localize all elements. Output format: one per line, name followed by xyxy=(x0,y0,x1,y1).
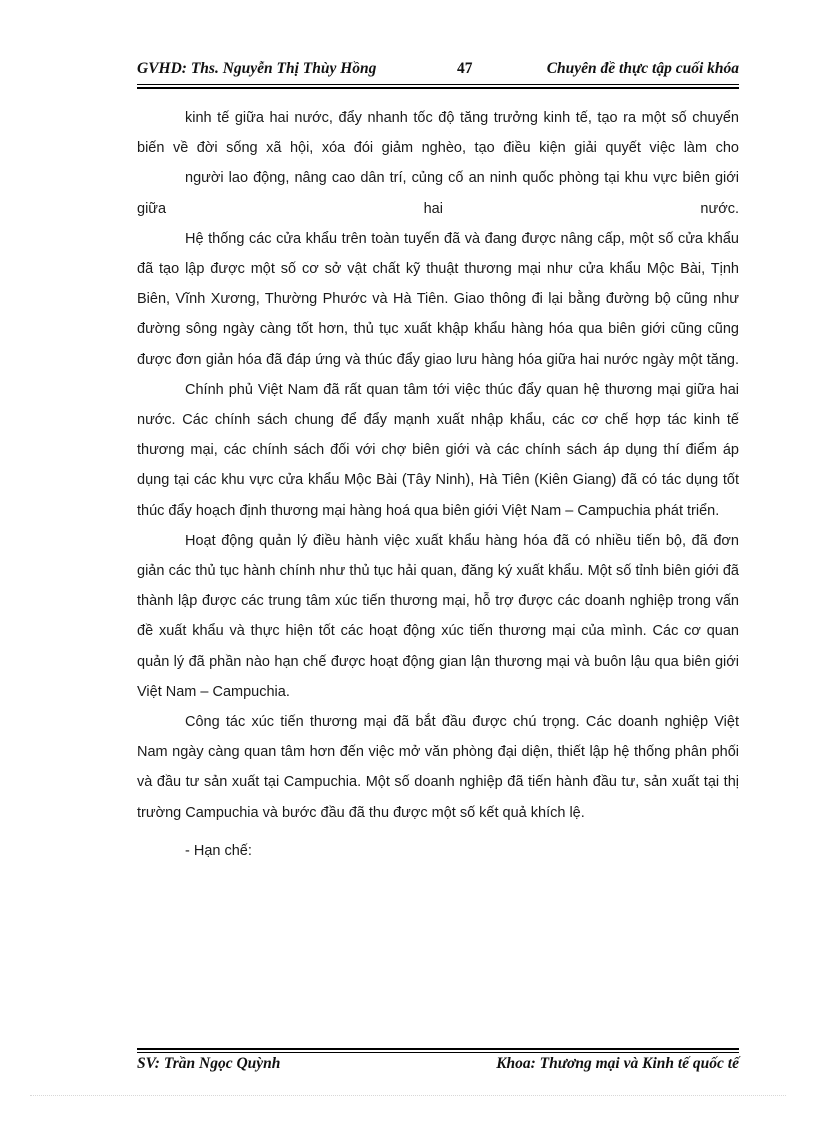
document-body xyxy=(137,103,739,866)
paragraph-1: kinh tế giữa hai nước, đẩy nhanh tốc độ tăng trưởng kinh tế, tạo ra một số chuyển biến về đời sống xã hội, xóa đói giảm nghèo, tạo điều kiện giải quyết việc làm cho xyxy=(137,110,739,157)
page-footer xyxy=(137,1055,739,1079)
page-edge-dotted-line xyxy=(30,1095,786,1096)
header-advisor: GVHD: Ths. Nguyễn Thị Thùy Hồng xyxy=(137,60,377,77)
paragraph-7: - Hạn chế: xyxy=(185,842,252,859)
header-rule xyxy=(137,84,739,89)
footer-faculty: Khoa: Thương mại và Kinh tế quốc tế xyxy=(496,1055,739,1072)
paragraph-6: Công tác xúc tiến thương mại đã bắt đầu được chú trọng. Các doanh nghiệp Việt Nam ngày càng quan tâm hơn đến việc mở văn phòng đại diện, thiết lập hệ thống phân phối và đầu tư sản xuất tại Campuchia. Một số doanh nghiệp đã tiến hành đầu tư, sản xuất tại thị trường Campuchia và bước đầu đã thu được một số kết quả khích lệ. xyxy=(137,714,739,821)
paragraph-4: Chính phủ Việt Nam đã rất quan tâm tới việc thúc đẩy quan hệ thương mại giữa hai nước. Các chính sách chung để đẩy mạnh xuất nhập khẩu, các cơ chế hợp tác kinh tế thương mại, các chính sách đối với chợ biên giới và các chính sách áp dụng thí điểm áp dụng tại các khu vực cửa khẩu Mộc Bài (Tây Ninh), Hà Tiên (Kiên Giang) đã có tác dụng tốt thúc đẩy hoạch định thương mại hàng hoá qua biên giới Việt Nam – Campuchia phát triển. xyxy=(137,381,739,519)
page-number: 47 xyxy=(457,60,473,77)
footer-student: SV: Trần Ngọc Quỳnh xyxy=(137,1055,281,1072)
header-title: Chuyên đề thực tập cuối khóa xyxy=(546,60,739,77)
paragraph-2: người lao động, nâng cao dân trí, củng cố an ninh quốc phòng tại khu vực biên giới giữa hai nước. xyxy=(137,170,739,217)
footer-rule xyxy=(137,1048,739,1053)
page-header xyxy=(137,58,739,84)
paragraph-5: Hoạt động quản lý điều hành việc xuất khẩu hàng hóa đã có nhiều tiến bộ, đã đơn giản các thủ tục hành chính như thủ tục hải quan, đăng ký xuất khẩu. Một số tỉnh biên giới đã thành lập được các trung tâm xúc tiến thương mại, hỗ trợ được các doanh nghiệp trong vấn đề xuất khẩu và thực hiện tốt các hoạt động xúc tiến thương mại của mình. Các cơ quan quản lý đã phần nào hạn chế được hoạt động gian lận thương mại và buôn lậu qua biên giới Việt Nam – Campuchia. xyxy=(137,532,739,700)
paragraph-3: Hệ thống các cửa khẩu trên toàn tuyến đã và đang được nâng cấp, một số cửa khẩu đã tạo lập được một số cơ sở vật chất kỹ thuật thương mại như cửa khẩu Mộc Bài, Tịnh Biên, Vĩnh Xương, Thường Phước và Hà Tiên. Giao thông đi lại bằng đường bộ cũng như đường sông ngày càng tốt hơn, thủ tục xuất khập khẩu hàng hóa qua biên giới cũng cũng được đơn giản hóa đã đáp ứng và thúc đẩy giao lưu hàng hóa giữa hai nước ngày một tăng. xyxy=(137,230,739,368)
